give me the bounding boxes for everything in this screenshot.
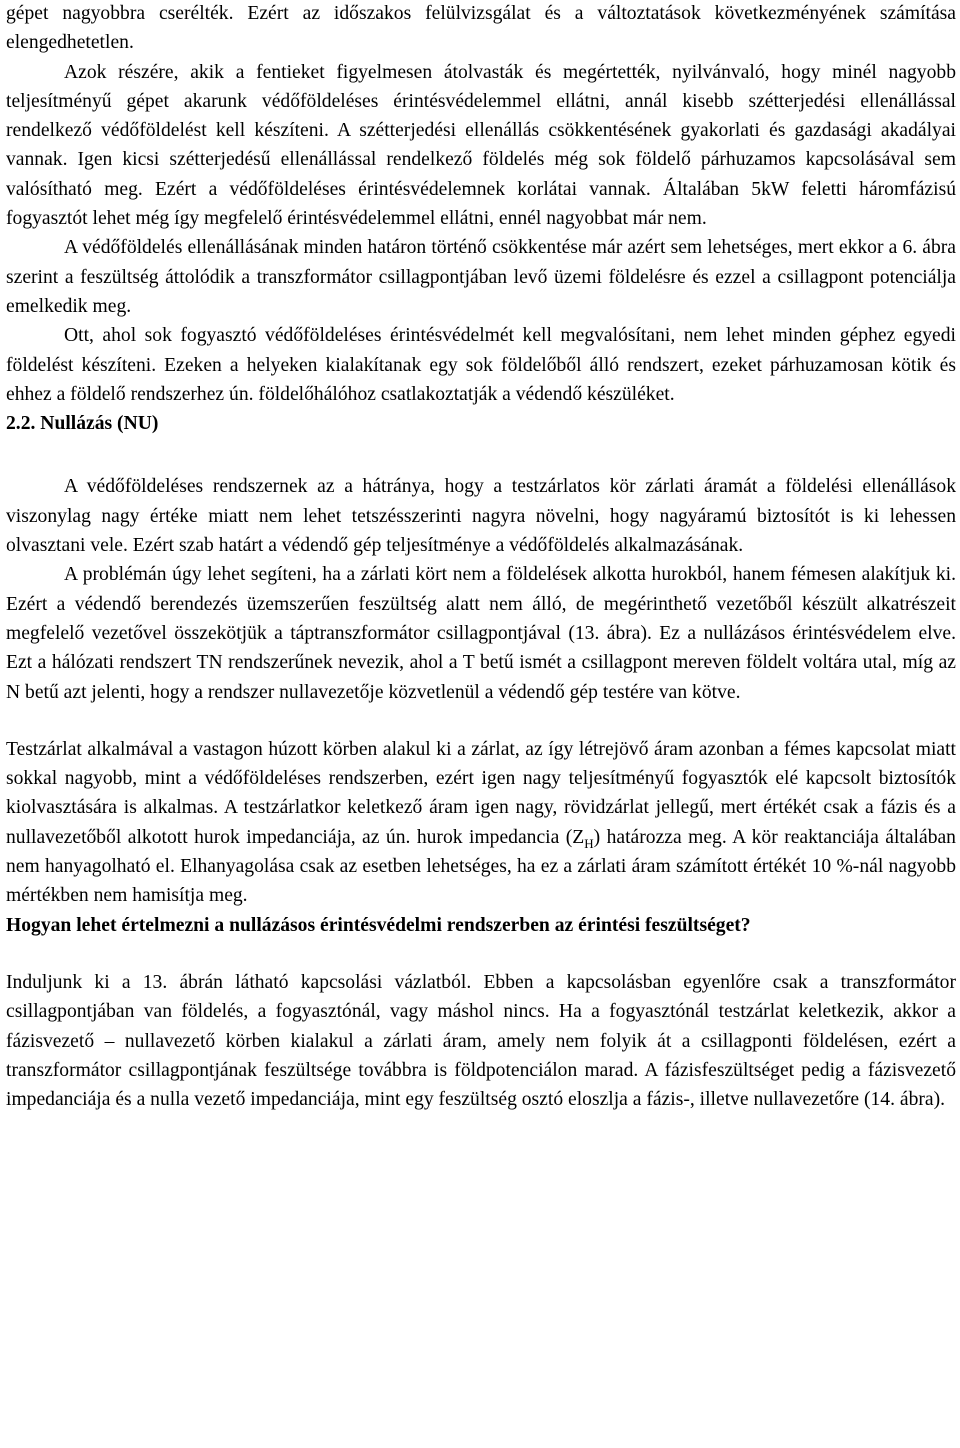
paragraph-grounding-limits: Azok részére, akik a fentieket figyelmesen átolvasták és megértették, nyilvánvaló, hogy minél nagyobb teljesítményű gépet akarunk védőföldeléses érintésvédelemmel ellátni, annál kisebb szétterjedési ellenállással rendelkező védőföldelést kell készíteni. A szétterjedési ellenállás csökkentésének gyakorlati és gazdasági akadályai vannak. Igen kicsi szétterjedésű ellenállással rendelkező földelés még sok földelő párhuzamos kapcsolásával sem valósítható meg. Ezért a védőföldeléses érintésvédelemnek korlátai vannak. Általában 5kW feletti háromfázisú fogyasztót lehet még így megfelelő érintésvédelemmel ellátni, ennél nagyobbat már nem. <box>6 61 956 230</box>
section-heading-nullazas: 2.2. Nullázás (NU) <box>6 413 159 435</box>
paragraph-touch-voltage: Induljunk ki a 13. ábrán látható kapcsolási vázlatból. Ebben a kapcsolásban egyenlőre csak a transzformátor csillagpontjában van földelés, a fogyasztónál, vagy máshol nincs. Ha a fogyasztónál testzárlat keletkezik, akkor a fázisvezető – nullavezető körben kialakul a zárlati áram, amely nem folyik át a csillagponti földelésen, ezért a transzformátor csillagpontjának feszültsége továbbra is földpotenciálon marad. A fázisfeszültséget pedig a fázisvezető impedanciája és a nulla vezető impedanciája, mint egy feszültség osztó eloszlja a fázis-, illetve nullavezetőre (14. ábra). <box>6 971 956 1111</box>
question-heading: Hogyan lehet értelmezni a nullázásos érintésvédelmi rendszerben az érintési feszültséget? <box>6 914 751 936</box>
document-page <box>6 0 956 1114</box>
paragraph-short-circuit-text-b: ) határozza meg. A kör reaktanciája általában nem hanyagolható el. Elhanyagolása csak az esetben lehetséges, ha ez a zárlati áram számított értékét 10 %-nál nagyobb mértékben nem hamisítja meg. <box>6 826 956 907</box>
paragraph-resistance-reduction: A védőföldelés ellenállásának minden határon történő csökkentése már azért sem lehetséges, mert ekkor a 6. ábra szerint a feszültség áttolódik a transzformátor csillagpontjában levő üzemi földelésre és ezzel a csillagpont potenciálja emelkedik meg. <box>6 237 956 317</box>
paragraph-short-circuit-text-a: Testzárlat alkalmával a vastagon húzott körben alakul ki a zárlat, az így létrejövő áram azonban a fémes kapcsolat miatt sokkal nagyobb, mint a védőföldeléses rendszerben, ezért igen nagy teljesítményű fogyasztók elé kapcsolt biztosítók kiolvasztására is alkalmas. A testzárlatkor keletkező áram igen nagy, rövidzárlat jellegű, mert értékét csak a fázis és a nullavezetőből alkotott hurok impedanciája, az ún. hurok impedancia (Z <box>6 738 956 848</box>
paragraph-grounding-network: Ott, ahol sok fogyasztó védőföldeléses érintésvédelmét kell megvalósítani, nem lehet minden géphez egyedi földelést készíteni. Ezeken a helyeken kialakítanak egy sok földelőből álló rendszert, ezeket párhuzamosan kötik és ehhez a földelő rendszerhez ún. földelőhálóhoz csatlakoztatják a védendő készüléket. <box>6 325 956 405</box>
paragraph-nullazas-intro: A védőföldeléses rendszernek az a hátránya, hogy a testzárlatos kör zárlati áramát a földelési ellenállások viszonylag nagy értéke miatt nem lehet tetszésszerinti nagyra növelni, hogy nagyáramú biztosítót is ki lehessen olvasztani vele. Ezért szab határt a védendő gép teljesítménye a védőföldelés alkalmazásának. <box>6 476 956 557</box>
paragraph-continuation: gépet nagyobbra cserélték. Ezért az időszakos felülvizsgálat és a változtatások következményének számítása elengedhetetlen. <box>6 3 956 54</box>
paragraph-short-circuit <box>6 735 956 911</box>
impedance-subscript: H <box>584 835 594 851</box>
paragraph-nullazas-principle: A problémán úgy lehet segíteni, ha a zárlati kört nem a földelések alkotta hurokból, hanem fémesen alakítjuk ki. Ezért a védendő berendezés üzemszerűen feszültség alatt nem álló, de megérinthető vezetőből készült alkatrészeit megfelelő vezetővel összekötjük a táptranszformátor csillagpontjával (13. ábra). Ez a nullázásos érintésvédelem elve. Ezt a hálózati rendszert TN rendszerűnek nevezik, ahol a T betű ismét a csillagpont mereven földelt voltára utal, míg az N betű azt jelenti, hogy a rendszer nullavezetője közvetlenül a védendő gép testére van kötve. <box>6 564 956 703</box>
